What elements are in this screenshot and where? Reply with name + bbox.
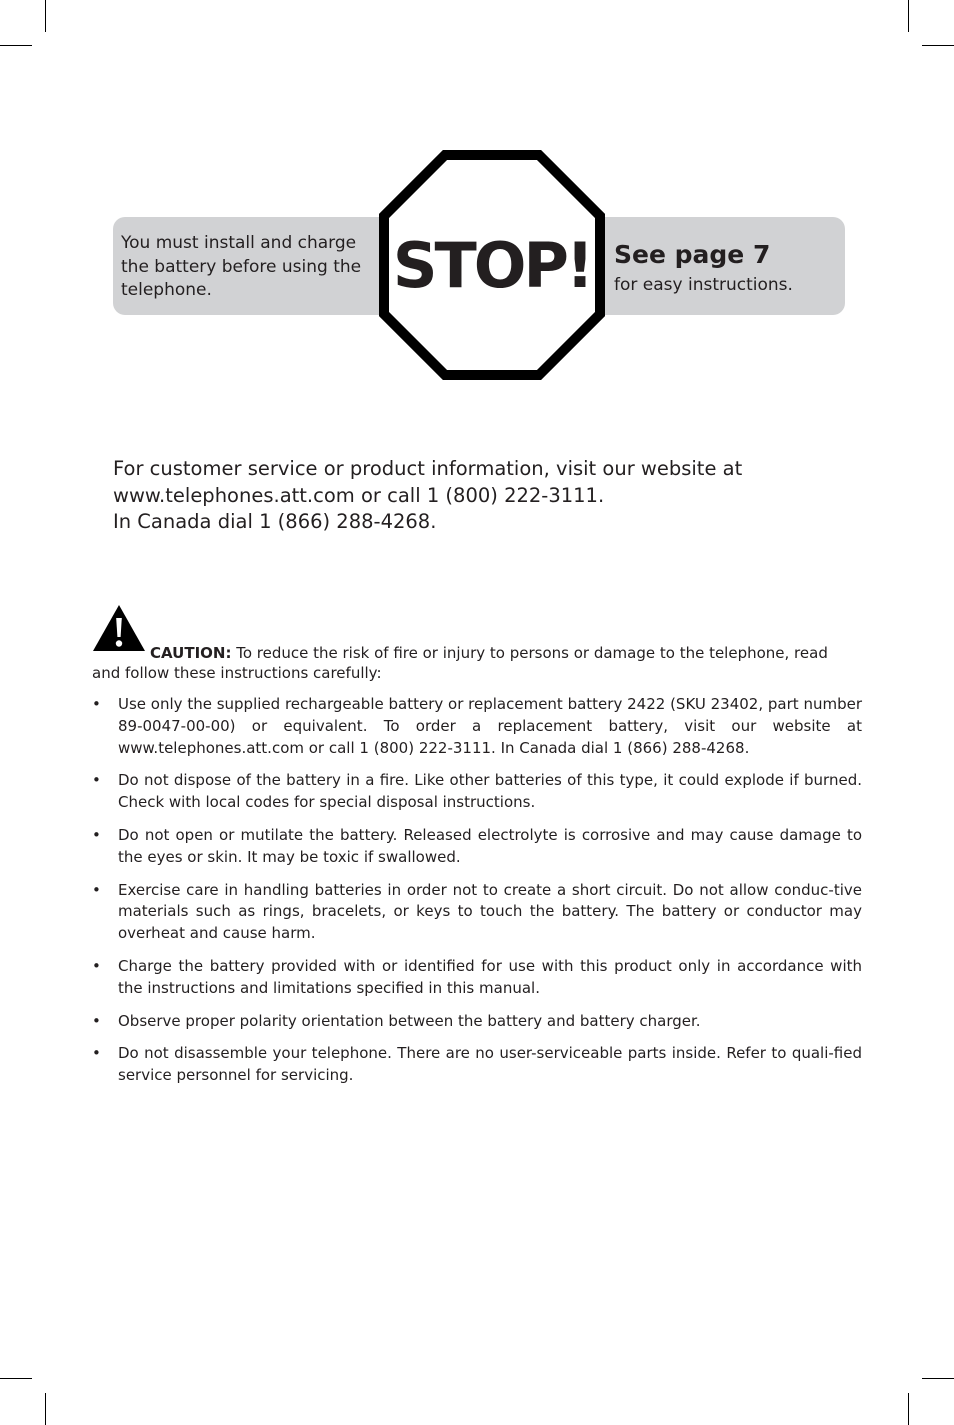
battery-warning-text [121,232,371,303]
bullet-icon: • [92,880,101,899]
bullet-icon: • [92,695,101,713]
list-item-text: Do not open or mutilate the battery. Released electrolyte is corrosive and may cause damage to the eyes or skin. It may be toxic if swallowed. [118,825,862,866]
caution-intro-text: To reduce the risk of fire or injury to persons or damage to the telephone, read [231,644,828,662]
crop-mark-bottom-right-horizontal [922,1378,954,1379]
list-item [92,1011,862,1033]
list-item [92,956,862,1000]
warning-triangle-icon [92,604,146,652]
list-item-text: Do not disassemble your telephone. There are no user-serviceable parts inside. Refer to quali-fied service personnel for servicing. [118,1044,862,1085]
bullet-icon: • [92,956,101,975]
list-item [92,825,862,869]
customer-service-line: In Canada dial 1 (866) 288-4268. [113,510,437,533]
list-item [92,694,862,759]
easy-instructions-text: for easy instructions. [614,275,793,295]
customer-service-line: For customer service or product information, visit our website at [113,457,743,480]
crop-mark-bottom-right-vertical [908,1393,909,1425]
bullet-icon: • [92,825,101,844]
caution-label: CAUTION: [150,644,232,662]
list-item-text: Charge the battery provided with or identified for use with this product only in accordance with the instructions and limitations specified in this manual. [118,956,862,997]
see-page-reference: See page 7 [614,240,771,269]
caution-list [92,694,862,1098]
battery-warning-line: You must install and charge [121,233,357,253]
crop-mark-top-left-horizontal [0,45,32,46]
list-item-text: Do not dispose of the battery in a fire. Like other batteries of this type, it could explode if burned. Check with local codes for special disposal instructions. [118,771,862,812]
crop-mark-bottom-left-vertical [45,1393,46,1425]
bullet-icon: • [92,1044,101,1063]
battery-warning-line: telephone. [121,280,212,300]
crop-mark-top-right-horizontal [922,45,954,46]
customer-service-line: www.telephones.att.com or call 1 (800) 222-3111. [113,483,605,507]
caution-intro [150,642,862,664]
crop-mark-top-left-vertical [45,0,46,32]
stop-heading: STOP! [392,229,592,302]
list-item [92,880,862,945]
bullet-icon: • [92,1011,101,1030]
list-item [92,1043,862,1087]
crop-mark-bottom-left-horizontal [0,1378,32,1379]
list-item [92,770,862,814]
crop-mark-top-right-vertical [908,0,909,32]
battery-warning-line: the battery before using the [121,256,362,277]
bullet-icon: • [92,771,101,790]
customer-service-info [113,456,853,536]
list-item-text: Use only the supplied rechargeable battery or replacement battery 2422 (SKU 23402, part number 89-0047-00-00) or equivalent. To order a replacement battery, visit our website at www.telephones.att.com or call 1 (800) 222-3111. In Canada dial 1 (866) 288-4268. [118,695,862,757]
list-item-text: Observe proper polarity orientation between the battery and battery charger. [118,1011,701,1030]
list-item-text: Exercise care in handling batteries in order not to create a short circuit. Do not allow conduc-tive materials such as rings, bracelets, or keys to touch the battery. The battery or conductor may overheat and cause harm. [118,880,862,943]
caution-intro-continued: and follow these instructions carefully: [92,664,382,682]
